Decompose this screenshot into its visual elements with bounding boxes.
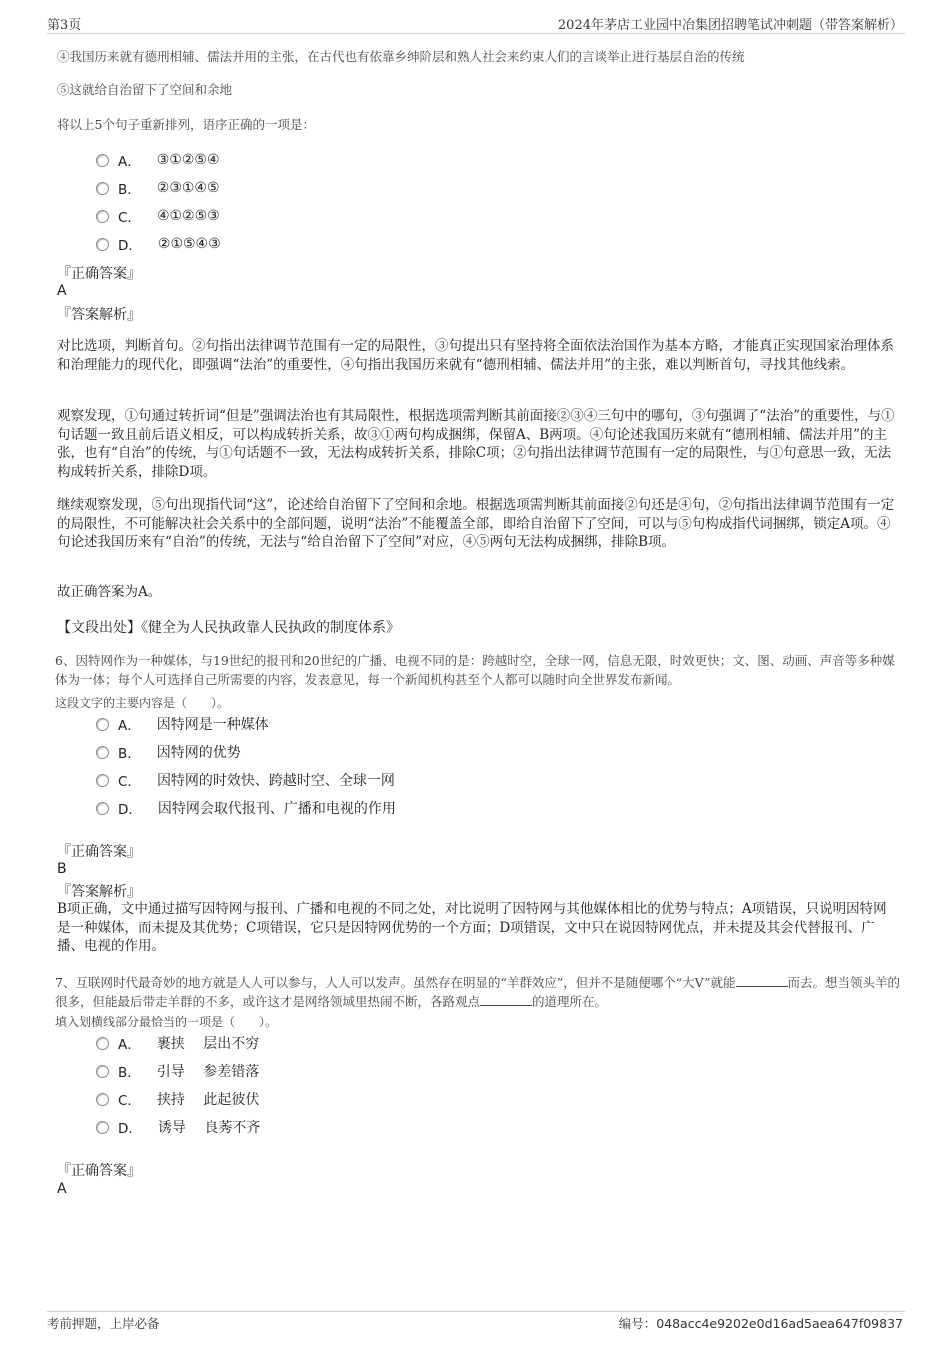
option-text: 因特网的优势 [156, 745, 241, 761]
q6-prompt: 这段文字的主要内容是（ ）。 [55, 696, 230, 710]
footer-divider [47, 1311, 905, 1312]
radio-icon[interactable] [96, 718, 109, 731]
radio-icon[interactable] [96, 1121, 109, 1134]
option-letter: B． [118, 746, 141, 762]
q7-stem [55, 973, 903, 1011]
q5-answer-label: 『正确答案』 [57, 266, 141, 282]
radio-icon[interactable] [96, 1093, 109, 1106]
q5-analysis-conclusion: 故正确答案为A。 [57, 584, 162, 600]
q5-answer: A [57, 283, 67, 299]
q6-answer-label: 『正确答案』 [57, 844, 141, 860]
q6-answer: B [57, 861, 67, 877]
option-letter: A． [118, 154, 141, 170]
q5-analysis-label: 『答案解析』 [57, 307, 141, 323]
document-title: 2024年茅店工业园中冶集团招聘笔试冲刺题（带答案解析） [557, 18, 903, 33]
q7-prompt: 填入划横线部分最恰当的一项是（ ）。 [55, 1015, 278, 1029]
option-letter: D． [118, 1121, 142, 1137]
option-letter: A． [118, 1037, 141, 1053]
header-divider [47, 33, 905, 34]
option-letter: D． [118, 238, 142, 254]
q6-analysis-label: 『答案解析』 [57, 884, 141, 900]
page-number: 第3页 [47, 18, 82, 33]
q7-option-a[interactable] [96, 1033, 259, 1053]
q6-stem: 6、因特网作为一种媒体，与19世纪的报刊和20世纪的广播、电视不同的是：跨越时空，全球一网，信息无限，时效更快；文、图、动画、声音等多种媒体为一体；每个人可选择自己所需要的内容，发表意见，每一个新闻机构甚至个人都可以随时向全世界发布新闻。 [55, 653, 895, 687]
radio-icon[interactable] [96, 774, 109, 787]
q5-source: 【文段出处】《健全为人民执政靠人民执政的制度体系》 [57, 620, 400, 636]
option-text: ②③①④⑤ [156, 180, 220, 196]
q7-stem-part-3: 的道理所在。 [532, 994, 608, 1009]
radio-icon[interactable] [96, 182, 109, 195]
radio-icon[interactable] [96, 1065, 109, 1078]
q5-sentence-4: ④我国历来就有德刑相辅、儒法并用的主张，在古代也有依靠乡绅阶层和熟人社会来约束人们的言谈举止进行基层自治的传统 [57, 49, 745, 64]
q7-option-d[interactable] [96, 1117, 260, 1137]
option-text: 诱导 良莠不齐 [157, 1120, 261, 1136]
q6-option-c[interactable] [96, 770, 395, 790]
q5-analysis-paragraph-3: 继续观察发现，⑤句出现指代词“这”，论述给自治留下了空间和余地。根据选项需判断其前面接②句还是④句，②句指出法律调节范围有一定的局限性，不可能解决社会关系中的全部问题，说明“法治”不能覆盖全部，即给自治留下了空间，可以与⑤句构成指代词捆绑，锁定A项。④句论述我国历来有“自治”的传统，无法与“给自治留下了空间”对应，④⑤两句无法构成捆绑，排除B项。 [57, 497, 895, 550]
option-text: 挟持 此起彼伏 [156, 1092, 260, 1108]
option-text: 因特网是一种媒体 [156, 717, 269, 733]
q5-option-b[interactable] [96, 178, 220, 198]
option-letter: A． [118, 718, 141, 734]
option-text: ②①⑤④③ [157, 236, 221, 252]
q6-option-b[interactable] [96, 742, 241, 762]
q7-stem-part-2: 而去。想当领头羊的很多，但能最后带走羊群的不多，或许这才是网络领域里热闹不断，各路观点 [55, 975, 901, 1009]
option-text: ④①②⑤③ [156, 208, 220, 224]
radio-icon[interactable] [96, 210, 109, 223]
q6-option-d[interactable] [96, 798, 396, 818]
option-text: 因特网的时效快、跨越时空、全球一网 [156, 773, 395, 789]
option-letter: C． [118, 1093, 141, 1109]
radio-icon[interactable] [96, 802, 109, 815]
q7-answer-label: 『正确答案』 [57, 1163, 141, 1179]
q7-blank-2 [480, 993, 532, 1006]
q5-sentence-5: ⑤这就给自治留下了空间和余地 [57, 82, 233, 97]
footer-slogan: 考前押题，上岸必备 [47, 1316, 160, 1331]
option-letter: D． [118, 802, 142, 818]
footer-code [619, 1314, 903, 1332]
option-text: 引导 参差错落 [156, 1064, 260, 1080]
radio-icon[interactable] [96, 1037, 109, 1050]
q7-blank-1 [736, 974, 788, 987]
option-letter: C． [118, 210, 141, 226]
footer-code-value: 048acc4e9202e0d16ad5aea647f09837 [656, 1316, 903, 1331]
radio-icon[interactable] [96, 238, 109, 251]
option-letter: B． [118, 1065, 141, 1081]
radio-icon[interactable] [96, 154, 109, 167]
q5-option-a[interactable] [96, 150, 220, 170]
q7-option-b[interactable] [96, 1061, 259, 1081]
option-text: 因特网会取代报刊、广播和电视的作用 [157, 801, 396, 817]
q5-analysis-paragraph-2: 观察发现，①句通过转折词“但是”强调法治也有其局限性，根据选项需判断其前面接②③④三句中的哪句，③句强调了“法治”的重要性，与①句话题一致且前后语义相反，可以构成转折关系，故③①两句构成捆绑，保留A、B两项。④句论述我国历来就有“德刑相辅、儒法并用”的主张，也有“自治”的传统，与①句话题不一致，无法构成转折关系，排除C项；②句指出法律调节范围有一定的局限性，与①句意思一致，无法构成转折关系，排除D项。 [57, 408, 895, 480]
option-letter: B． [118, 182, 141, 198]
option-text: ③①②⑤④ [156, 152, 220, 168]
q6-option-a[interactable] [96, 714, 269, 734]
q5-option-d[interactable] [96, 234, 221, 254]
q5-option-c[interactable] [96, 206, 220, 226]
q7-stem-part-1: 7、互联网时代最奇妙的地方就是人人可以参与，人人可以发声。虽然存在明显的“羊群效应”，但并不是随便哪个“大V”就能 [55, 975, 736, 990]
radio-icon[interactable] [96, 746, 109, 759]
option-text: 裹挟 层出不穷 [156, 1036, 260, 1052]
q5-analysis-paragraph-1: 对比选项，判断首句。②句指出法律调节范围有一定的局限性，③句提出只有坚持将全面依法治国作为基本方略，才能真正实现国家治理体系和治理能力的现代化，即强调“法治”的重要性，④句指出我国历来就有“德刑相辅、儒法并用”的主张，难以判断首句，寻找其他线索。 [57, 338, 894, 373]
footer-code-label: 编号： [618, 1316, 657, 1331]
q5-prompt: 将以上5个句子重新排列，语序正确的一项是： [57, 117, 315, 132]
q7-answer: A [57, 1181, 67, 1197]
q7-option-c[interactable] [96, 1089, 259, 1109]
option-letter: C． [118, 774, 141, 790]
q6-analysis: B项正确，文中通过描写因特网与报刊、广播和电视的不同之处，对比说明了因特网与其他媒体相比的优势与特点；A项错误，只说明因特网是一种媒体，而未提及其优势；C项错误，它只是因特网优势的一个方面；D项错误，文中只在说因特网优点，并未提及其会代替报刊、广播、电视的作用。 [57, 901, 887, 954]
